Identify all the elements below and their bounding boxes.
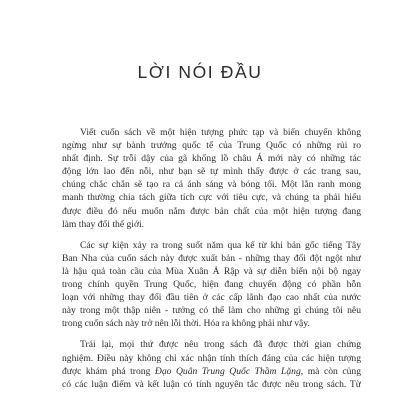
body-text: [62, 126, 361, 399]
text-segment: , mà còn củng: [300, 365, 361, 377]
text-segment: được khám phá trong: [62, 365, 155, 377]
text-line: chúng chắc chắn sẽ tạo ra cả ánh sáng và bóng tối. Một lằn ranh mong: [62, 179, 361, 191]
text-line: nhất định. Sự trỗi dậy của gã khổng lồ châu Á mới này có những tác: [62, 153, 361, 165]
text-line: làm thay đổi thế giới.: [62, 218, 145, 230]
page-title: LỜI NÓI ĐẦU: [137, 62, 263, 82]
book-title-italic: Đạo Quân Trung Quốc Thầm Lặng: [154, 365, 301, 377]
text-line: động lớn lao đến nỗi, như bạn sẽ tự mình thấy được ở các trang sau,: [62, 166, 361, 178]
text-line: được điều đó nếu muốn nắm được bản chất của một hiện tượng đang: [62, 205, 361, 217]
text-line: Trái lại, mọi thứ được nêu trong sách đã được thời gian chứng: [80, 339, 361, 351]
text-line: này trong một thập niên - tưởng có thể làm cho những gì chúng tôi nêu: [62, 305, 361, 317]
text-line: ngừng như sự bành trướng quốc tế của Trung Quốc có những rủi ro: [62, 140, 361, 152]
text-line: có các luận điểm và kết luận có tính nguyên tắc được nêu trong sách. Từ: [62, 378, 361, 390]
paragraph-3: [62, 338, 361, 390]
text-line: loạn với những thay đổi đầu tiên ở các cấp lãnh đạo cao nhất của nước: [62, 292, 361, 304]
text-line: trong chính quyền Trung Quốc, hiện đang chuyển động có phần hỗn: [62, 279, 361, 291]
text-line: Ban Nha của cuốn sách này được xuất bản - những thay đổi đột ngột như: [62, 252, 361, 264]
text-line: Các sự kiện xảy ra trong suốt năm qua kể từ khi bản gốc tiếng Tây: [80, 239, 361, 251]
paragraph-1: [62, 126, 361, 231]
text-line: là hậu quả toàn cầu của Mùa Xuân Ả Rập và sự diễn biến nội bộ ngay: [62, 265, 361, 277]
text-line: trong cuốn sách này trở nên lỗi thời. Hóa ra không phải như vậy.: [62, 318, 310, 330]
paragraph-2: [62, 239, 361, 331]
text-line: nghiệm. Điều này không chỉ xác nhận tính thích đáng của các hiện tượng: [62, 352, 361, 364]
text-line: manh thường chia tách giữa tích cực với tiêu cực, và chúng ta phải hiểu: [62, 192, 361, 204]
text-line: Viết cuốn sách về một hiện tượng phức tạp và biến chuyển không: [80, 127, 361, 138]
text-line: [62, 365, 361, 378]
